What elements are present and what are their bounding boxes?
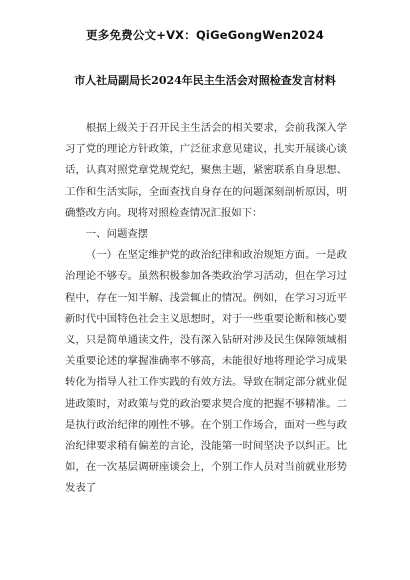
intro-paragraph: 根据上级关于召开民主生活会的相关要求，会前我深入学习了党的理论方针政策，广泛征求意见建议，扎实开展谈心谈话，认真对照党章党规党纪，聚焦主题，紧密联系自身思想、工作和生活实际，全面查找自身存在的问题深刻剖析原因，明确整改方向。现将对照检查情况汇报如下：: [65, 122, 347, 219]
header-watermark: 更多免费公文+VX：QiGeGongWen2024: [86, 28, 324, 42]
section-heading-problems: 一、问题查摆: [85, 228, 149, 241]
document-body: [65, 118, 347, 500]
document-title: 市人社局副局长2024年民主生活会对照检查发言材料: [74, 74, 336, 87]
problem-paragraph-1: （一）在坚定维护党的政治纪律和政治规矩方面。一是政治理论不够专。虽然积极参加各类政治学习活动，但在学习过程中，存在一知半解、浅尝辄止的情况。例如，在学习习近平新时代中国特色社会主义思想时，对于一些重要论断和核心要义，只是简单通读文件，没有深入钻研对涉及民生保障领域相关重要论述的掌握准确率不够高，未能很好地将理论学习成果转化为指导人社工作实践的有效方法。导致在制定部分就业促进政策时，对政策与党的政治要求契合度的把握不够精准。二是执行政治纪律的刚性不够。在个别工作场合，面对一些与政治纪律要求稍有偏差的言论，没能第一时间坚决予以纠正。比如，在一次基层调研座谈会上，个别工作人员对当前就业形势发表了: [65, 249, 347, 495]
